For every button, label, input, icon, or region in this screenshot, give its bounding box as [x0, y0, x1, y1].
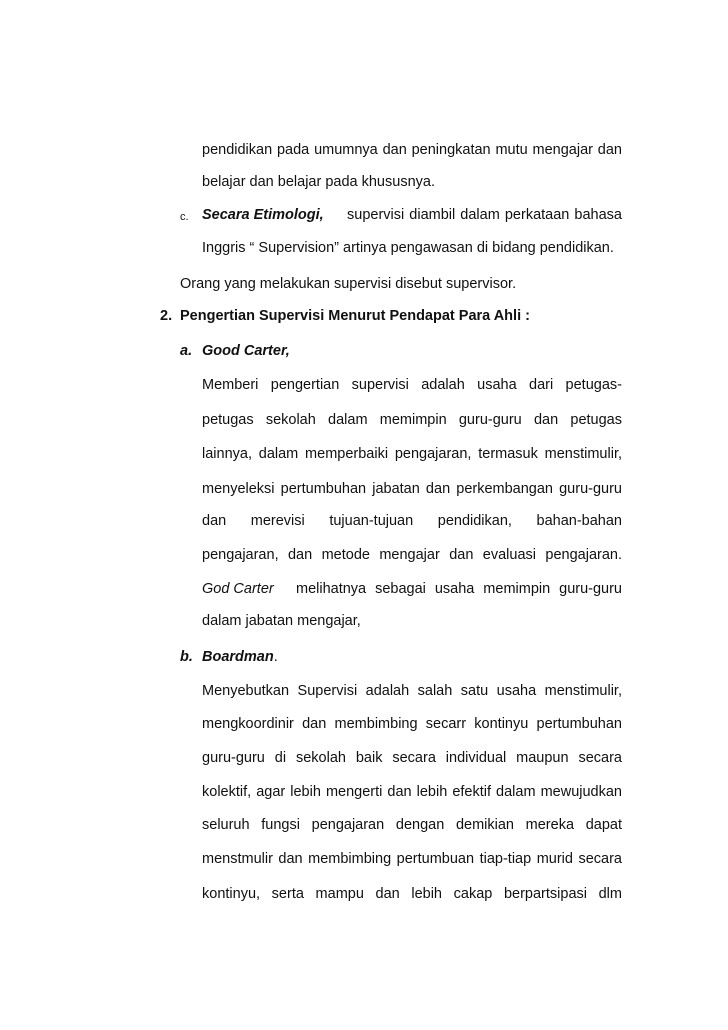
- paragraph-line: menstmulir dan membimbing pertumbuan tiap-tiap murid secara: [202, 851, 622, 867]
- paragraph-line: seluruh fungsi pengajaran dengan demikian mereka dapat: [202, 817, 622, 833]
- list-marker: a.: [180, 343, 193, 359]
- paragraph-line: dan merevisi tujuan-tujuan pendidikan, bahan-bahan: [202, 513, 622, 529]
- paragraph-line: menyeleksi pertumbuhan jabatan dan perkembangan guru-guru: [202, 481, 622, 497]
- paragraph-line: Inggris “ Supervision” artinya pengawasan di bidang pendidikan.: [202, 240, 614, 256]
- subheading-good-carter: Good Carter,: [202, 343, 290, 359]
- list-marker: b.: [180, 649, 193, 665]
- section-heading: Pengertian Supervisi Menurut Pendapat Para Ahli :: [180, 308, 530, 324]
- paragraph-line: petugas sekolah dalam memimpin guru-guru dan petugas: [202, 412, 622, 428]
- subheading-boardman: [202, 648, 278, 666]
- section-number: 2.: [160, 308, 173, 324]
- good-carter-line: [202, 580, 622, 598]
- term-god-carter: God Carter: [202, 581, 274, 597]
- paragraph-line: Menyebutkan Supervisi adalah salah satu usaha menstimulir,: [202, 683, 622, 699]
- paragraph-line: supervisi diambil dalam perkataan bahasa: [347, 207, 622, 223]
- subheading-boardman-title: Boardman: [202, 649, 274, 665]
- paragraph-line: Orang yang melakukan supervisi disebut supervisor.: [180, 276, 517, 292]
- subheading-boardman-period: .: [273, 649, 278, 665]
- term-etimologi: Secara Etimologi,: [202, 207, 324, 223]
- paragraph-line: pendidikan pada umumnya dan peningkatan mutu mengajar dan: [202, 142, 622, 158]
- paragraph-line: mengkoordinir dan membimbing secarr kontinyu pertumbuhan: [202, 716, 622, 732]
- etimologi-line: [202, 206, 622, 224]
- paragraph-line: guru-guru di sekolah baik secara individual maupun secara: [202, 750, 622, 766]
- paragraph-line: kontinyu, serta mampu dan lebih cakap berpartsipasi dlm: [202, 886, 622, 902]
- paragraph-line: Memberi pengertian supervisi adalah usaha dari petugas-: [202, 377, 622, 393]
- paragraph-line: melihatnya sebagai usaha memimpin guru-guru: [296, 581, 622, 597]
- paragraph-line: dalam jabatan mengajar,: [202, 613, 361, 629]
- paragraph-line: belajar dan belajar pada khususnya.: [202, 174, 435, 190]
- paragraph-line: kolektif, agar lebih mengerti dan lebih efektif dalam mewujudkan: [202, 784, 622, 800]
- paragraph-line: lainnya, dalam memperbaiki pengajaran, termasuk menstimulir,: [202, 446, 622, 462]
- paragraph-line: pengajaran, dan metode mengajar dan evaluasi pengajaran.: [202, 547, 622, 563]
- list-marker: c.: [180, 211, 189, 223]
